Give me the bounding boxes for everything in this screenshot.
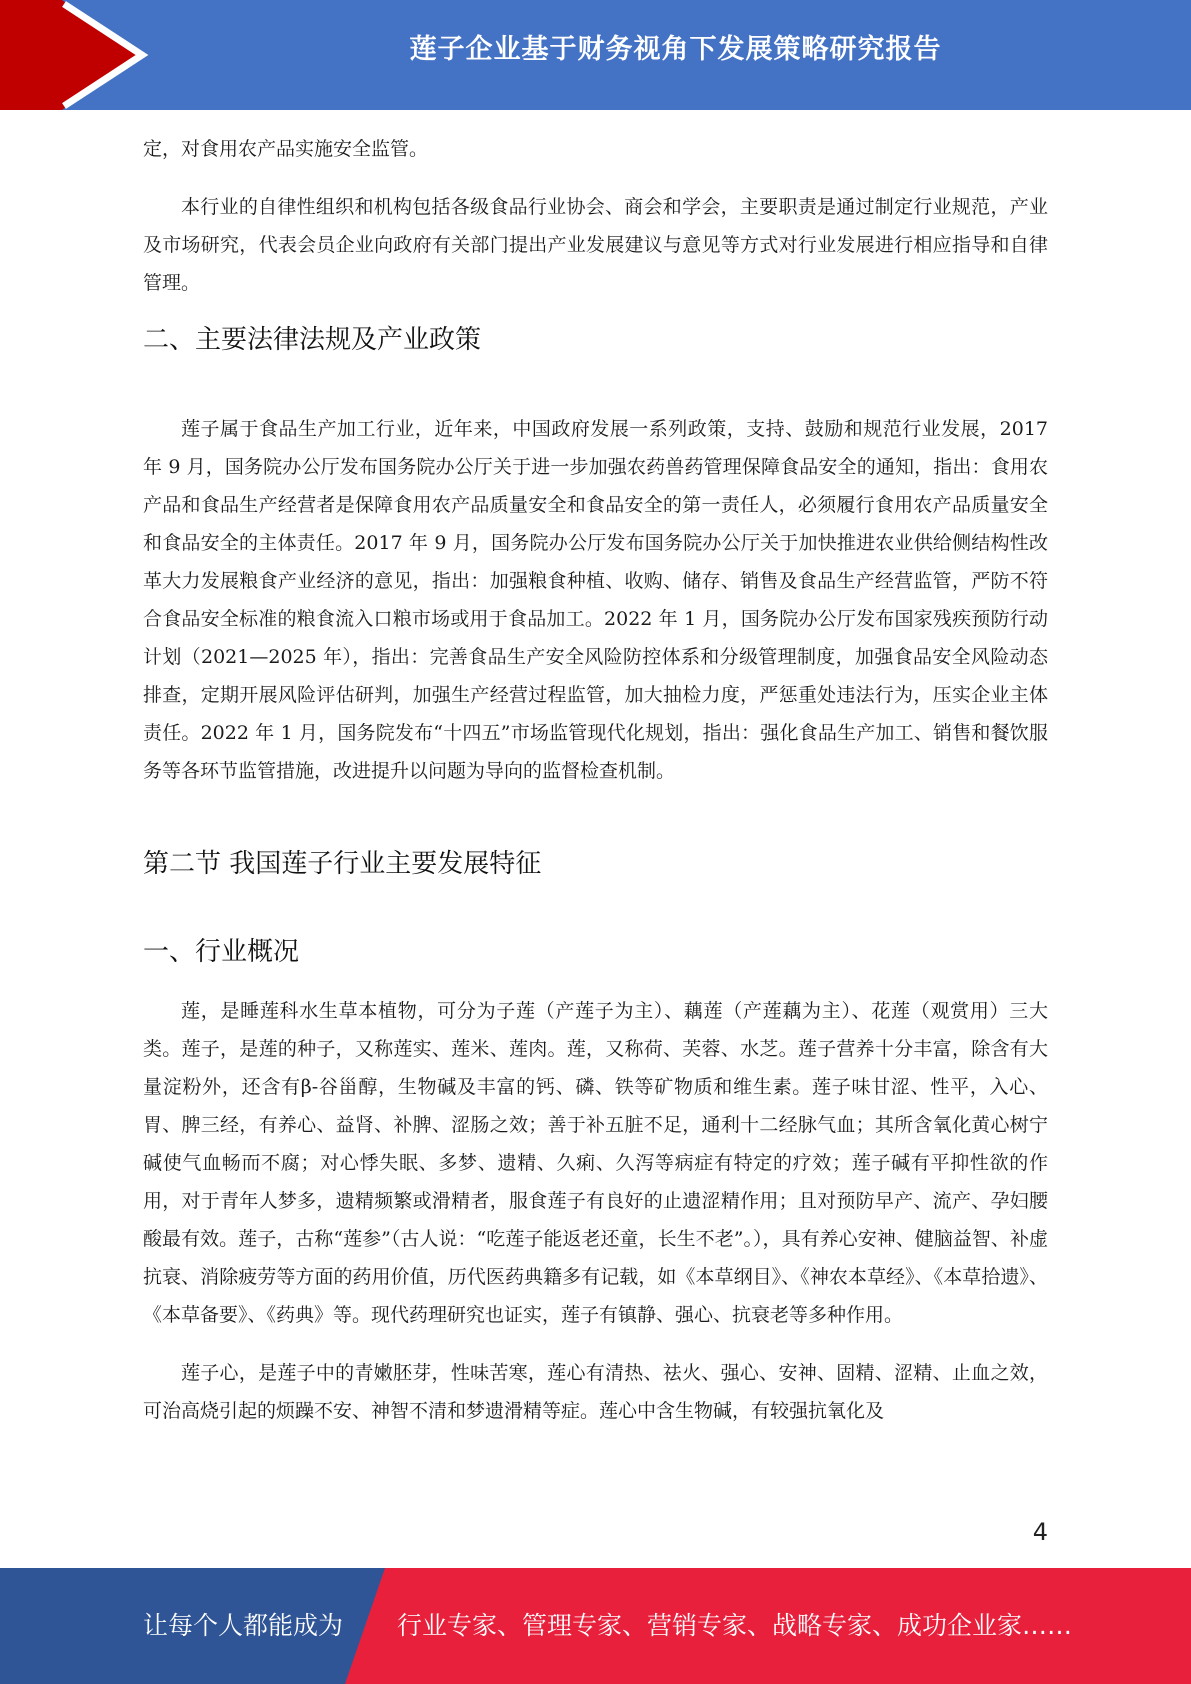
paragraph-lotus-intro: 莲，是睡莲科水生草本植物，可分为子莲（产莲子为主）、藕莲（产莲藕为主）、花莲（观赏用）三大类。莲子，是莲的种子，又称莲实、莲米、莲肉。莲，又称荷、芙蓉、水芝。莲子营养十分丰富，除含有大量淀粉外，还含有β-谷甾醇，生物碱及丰富的钙、磷、铁等矿物质和维生素。莲子味甘涩、性平，入心、胃、脾三经，有养心、益肾、补脾、涩肠之效；善于补五脏不足，通利十二经脉气血；其所含氧化黄心树宁碱使气血畅而不腐；对心悸失眠、多梦、遗精、久痢、久泻等病症有特定的疗效；莲子碱有平抑性欲的作用，对于青年人梦多，遗精频繁或滑精者，服食莲子有良好的止遗涩精作用；且对预防早产、流产、孕妇腰酸最有效。莲子，古称“莲参”（古人说：“吃莲子能返老还童，长生不老”。），具有养心安神、健脑益智、补虚抗衰、消除疲劳等方面的药用价值，历代医药典籍多有记载，如《本草纲目》、《神农本草经》、《本草拾遗》、《本草备要》、《药典》等。现代药理研究也证实，莲子有镇静、强心、抗衰老等多种作用。: [143, 1000, 1048, 1326]
header-arrow-decoration: [0, 0, 160, 110]
paragraph-lotus-heart: 莲子心，是莲子中的青嫩胚芽，性味苦寒，莲心有清热、祛火、强心、安神、固精、涩精、止血之效，可治高烧引起的烦躁不安、神智不清和梦遗滑精等症。莲心中含生物碱，有较强抗氧化及: [143, 1362, 1048, 1422]
paragraph-policy: 莲子属于食品生产加工行业，近年来，中国政府发展一系列政策，支持、鼓励和规范行业发展，2017 年 9 月，国务院办公厅发布国务院办公厅关于进一步加强农药兽药管理保障食品安全的通知，指出：食用农产品和食品生产经营者是保障食用农产品质量安全和食品安全的第一责任人，必须履行食用农产品质量安全和食品安全的主体责任。2017 年 9 月，国务院办公厅发布国务院办公厅关于加快推进农业供给侧结构性改革大力发展粮食产业经济的意见，指出：加强粮食种植、收购、储存、销售及食品生产经营监管，严防不符合食品安全标准的粮食流入口粮市场或用于食品加工。2022 年 1 月，国务院办公厅发布国家残疾预防行动计划（2021—2025 年），指出：完善食品生产安全风险防控体系和分级管理制度，加强食品安全风险动态排查，定期开展风险评估研判，加强生产经营过程监管，加大抽检力度，严惩重处违法行为，压实企业主体责任。2022 年 1 月，国务院发布“十四五”市场监管现代化规划，指出：强化食品生产加工、销售和餐饮服务等各环节监管措施，改进提升以问题为导向的监督检查机制。: [143, 418, 1048, 782]
paragraph-continued: 定，对食用农产品实施安全监管。: [143, 138, 429, 160]
document-title: 莲子企业基于财务视角下发展策略研究报告: [409, 34, 942, 65]
footer-slogan-left: 让每个人都能成为: [143, 1611, 344, 1640]
paragraph-self-regulation: 本行业的自律性组织和机构包括各级食品行业协会、商会和学会，主要职责是通过制定行业规范，产业及市场研究，代表会员企业向政府有关部门提出产业发展建议与意见等方式对行业发展进行相应指导和自律管理。: [143, 196, 1048, 294]
page-header: [0, 0, 1191, 110]
page-footer: [0, 1568, 1191, 1684]
page-number: 4: [1032, 1518, 1048, 1546]
heading-industry-overview: 一、行业概况: [143, 937, 300, 967]
heading-section-two: 第二节 我国莲子行业主要发展特征: [143, 849, 542, 879]
main-content: [143, 130, 1048, 1430]
heading-laws-policies: 二、主要法律法规及产业政策: [143, 325, 482, 355]
footer-slogan-right: 行业专家、管理专家、营销专家、战略专家、成功企业家……: [397, 1611, 1073, 1640]
